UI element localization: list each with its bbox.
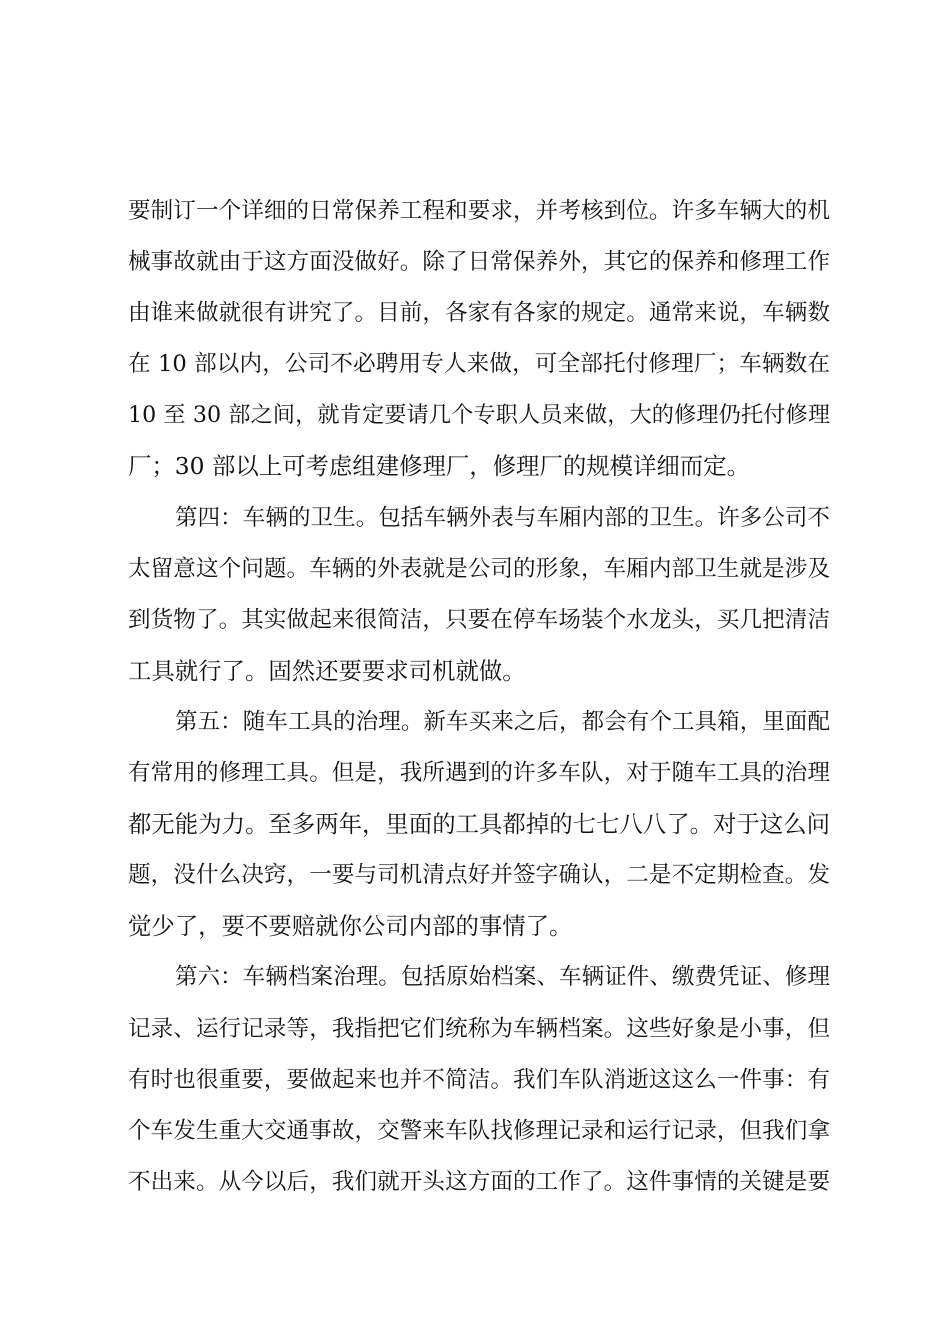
text-line: 到货物了。其实做起来很简洁，只要在停车场装个水龙头，买几把清洁 xyxy=(128,606,830,633)
text-line: 10 至 30 部之间，就肯定要请几个专职人员来做，大的修理仍托付修理 xyxy=(128,402,830,429)
text-line: 厂；30 部以上可考虑组建修理厂，修理厂的规模详细而定。 xyxy=(128,452,750,481)
text-line: 械事故就由于这方面没做好。除了日常保养外，其它的保养和修理工作 xyxy=(128,249,830,276)
text-line: 有时也很重要，要做起来也并不简洁。我们车队消逝这这么一件事：有 xyxy=(128,1066,830,1093)
text-line: 个车发生重大交通事故，交警来车队找修理记录和运行记录，但我们拿 xyxy=(128,1117,830,1144)
text-line: 记录、运行记录等，我指把它们统称为车辆档案。这些好象是小事，但 xyxy=(128,1015,830,1042)
paragraph-first-line: 第五：随车工具的治理。新车买来之后，都会有个工具箱，里面配 xyxy=(175,708,830,735)
text-line: 工具就行了。固然还要要求司机就做。 xyxy=(128,656,526,685)
text-line: 都无能为力。至多两年，里面的工具都掉的七七八八了。对于这么问 xyxy=(128,810,830,839)
text-line: 不出来。从今以后，我们就开头这方面的工作了。这件事情的关键是要 xyxy=(128,1168,830,1195)
text-line: 由谁来做就很有讲究了。目前，各家有各家的规定。通常来说，车辆数 xyxy=(128,300,830,327)
body-text xyxy=(128,186,830,1208)
paragraph-first-line: 第四：车辆的卫生。包括车辆外表与车厢内部的卫生。许多公司不 xyxy=(175,504,830,531)
text-line: 有常用的修理工具。但是，我所遇到的许多车队，对于随车工具的治理 xyxy=(128,760,830,787)
text-line: 太留意这个问题。车辆的外表就是公司的形象，车厢内部卫生就是涉及 xyxy=(128,555,830,582)
text-line: 在 10 部以内，公司不必聘用专人来做，可全部托付修理厂；车辆数在 xyxy=(128,351,830,378)
text-line: 觉少了，要不要赔就你公司内部的事情了。 xyxy=(128,912,573,941)
text-line: 要制订一个详细的日常保养工程和要求，并考核到位。许多车辆大的机 xyxy=(128,198,830,224)
paragraph-first-line: 第六：车辆档案治理。包括原始档案、车辆证件、缴费凭证、修理 xyxy=(175,964,830,991)
text-line: 题，没什么决窍，一要与司机清点好并签字确认，二是不定期检查。发 xyxy=(128,862,830,889)
